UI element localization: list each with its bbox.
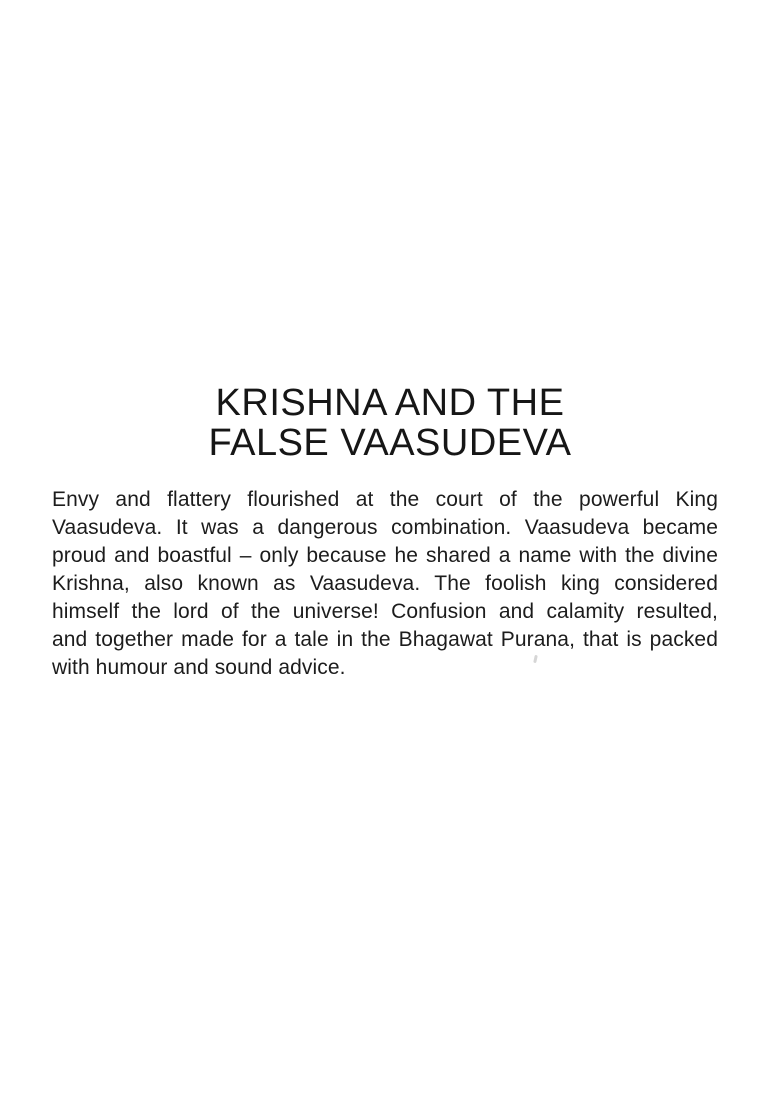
title-line-1: KRISHNA AND THE: [215, 382, 565, 424]
paragraph-line: and together made for a tale in the Bhagawat Purana, that is packed: [52, 628, 718, 651]
paragraph-line: Vaasudeva. It was a dangerous combination. Vaasudeva became: [52, 516, 718, 539]
paragraph-line: Envy and flattery flourished at the court of the powerful King: [52, 488, 718, 511]
paragraph-line: Krishna, also known as Vaasudeva. The foolish king considered: [52, 572, 718, 595]
intro-paragraph: [52, 486, 718, 682]
paragraph-line: proud and boastful – only because he shared a name with the divine: [52, 544, 718, 567]
paragraph-line: with humour and sound advice.: [52, 656, 346, 679]
title-line-2: FALSE VAASUDEVA: [208, 422, 572, 464]
paragraph-line: himself the lord of the universe! Confusion and calamity resulted,: [52, 600, 718, 623]
story-title: [0, 383, 780, 463]
